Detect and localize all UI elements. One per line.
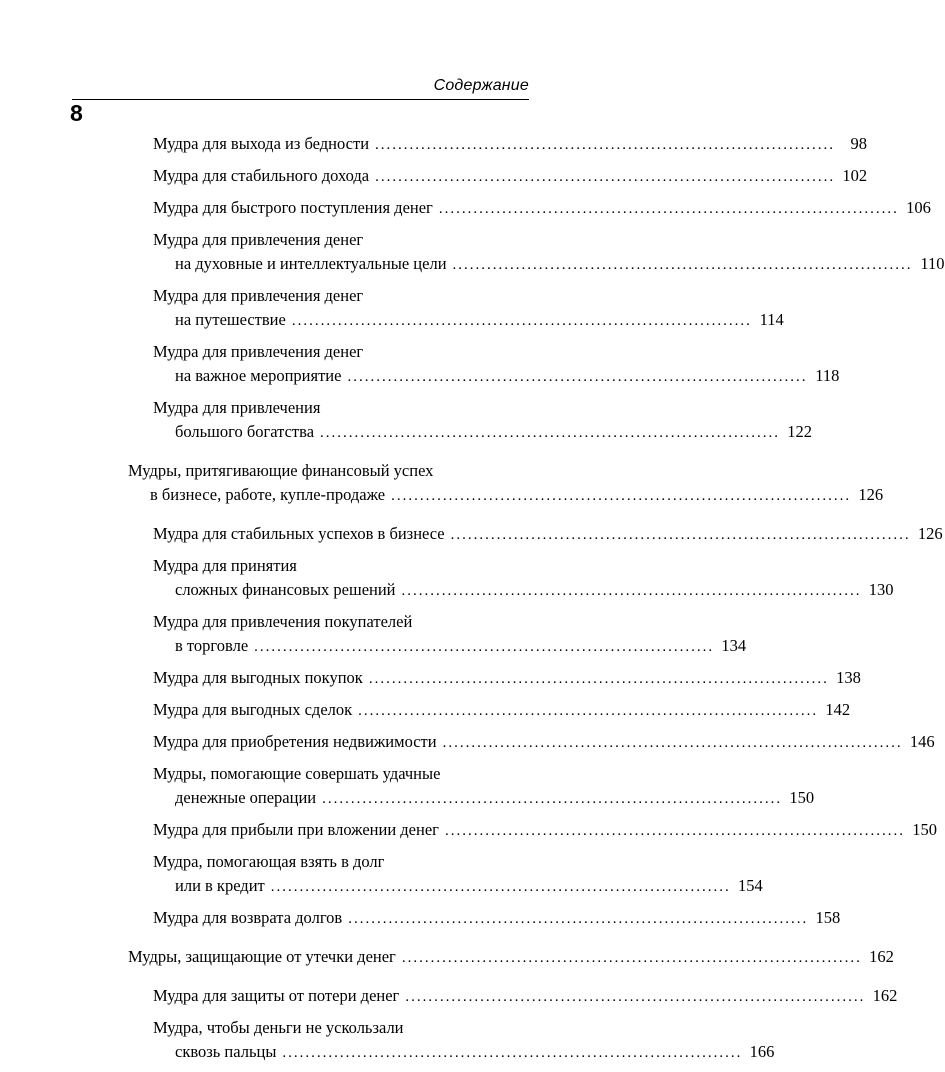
toc-page-number: 158: [815, 908, 841, 927]
toc-entry-title: Мудра для прибыли при вложении денег: [153, 820, 439, 839]
toc-entry-title: Мудры, помогающие совершать удачные: [153, 764, 441, 783]
toc-entry-title: Мудра, чтобы деньги не ускользали: [153, 1018, 404, 1037]
dot-leader: ................................................................................: [452, 257, 913, 273]
toc-page-number: 146: [909, 732, 935, 751]
toc-entry: [128, 396, 813, 445]
toc-entry-title: в бизнесе, работе, купле-продаже: [150, 485, 386, 504]
toc-page-number: 118: [815, 366, 840, 385]
toc-page-number: 162: [869, 947, 894, 966]
dot-leader: ................................................................................: [438, 201, 899, 217]
running-header-title: Содержание: [433, 77, 529, 94]
toc-entry-title: Мудра для выхода из бедности: [153, 134, 370, 153]
toc-page-number: 162: [872, 986, 898, 1005]
toc-entry-title: Мудра для привлечения денег: [153, 286, 364, 305]
dot-leader: ................................................................................: [450, 527, 911, 543]
dot-leader: ................................................................................: [375, 169, 836, 185]
toc-entry-line: [153, 396, 530, 420]
toc-entry: [128, 906, 841, 931]
toc-entry-line: [128, 945, 894, 970]
toc-entry-title: Мудры, защищающие от утечки денег: [128, 947, 396, 966]
dot-leader: ................................................................................: [375, 137, 836, 153]
page-number: 8: [70, 100, 83, 126]
toc-entry-line: [153, 874, 763, 899]
dot-leader: ................................................................................: [291, 313, 752, 329]
dot-leader: ................................................................................: [270, 879, 731, 895]
toc-entry-title: Мудра для возврата долгов: [153, 908, 343, 927]
toc-page-number: 114: [759, 310, 784, 329]
dot-leader: ................................................................................: [401, 583, 862, 599]
toc-entry-line: [153, 610, 530, 634]
dot-leader: ................................................................................: [358, 703, 819, 719]
toc-entry-line: [128, 459, 530, 483]
toc-entry-line: [153, 1016, 530, 1040]
toc-entry-title: Мудра для привлечения покупателей: [153, 612, 413, 631]
dot-leader: ................................................................................: [320, 425, 781, 441]
toc-page-number: 106: [906, 198, 931, 217]
dot-leader: ................................................................................: [322, 791, 783, 807]
toc-entry: [128, 340, 840, 389]
toc-entry: [128, 522, 943, 547]
toc-entry: [128, 132, 868, 157]
toc-page-number: 150: [789, 788, 815, 807]
toc-entry: [128, 945, 894, 970]
dot-leader: ................................................................................: [348, 911, 809, 927]
toc-entry-title: Мудра для привлечения денег: [153, 342, 364, 361]
toc-entry-title: сложных финансовых решений: [175, 580, 396, 599]
toc-entry-line: [153, 730, 935, 755]
dot-leader: ................................................................................: [347, 369, 808, 385]
toc-entry: [128, 762, 815, 811]
toc-entry-title: Мудра для защиты от потери денег: [153, 986, 400, 1005]
toc-entry-line: [153, 1040, 775, 1065]
running-header: [72, 72, 529, 100]
toc-page-number: 130: [868, 580, 894, 599]
toc-entry-title: Мудра для приобретения недвижимости: [153, 732, 437, 751]
toc-page-number: 138: [836, 668, 861, 687]
dot-leader: ................................................................................: [405, 989, 866, 1005]
toc-entry: [128, 228, 945, 277]
toc-entry: [128, 984, 898, 1009]
toc-entry-title: Мудра для привлечения: [153, 398, 321, 417]
toc-page-number: 98: [850, 134, 868, 153]
toc-entry-line: [153, 522, 943, 547]
dot-leader: ................................................................................: [254, 639, 715, 655]
toc-entry: [128, 730, 935, 755]
toc-entry-title: на духовные и интеллектуальные цели: [175, 254, 447, 273]
toc-entry-title: Мудра для выгодных покупок: [153, 668, 363, 687]
toc-entry-line: [153, 666, 861, 691]
toc-page-number: 126: [917, 524, 943, 543]
toc-page-number: 122: [787, 422, 813, 441]
toc-entry-title: Мудры, притягивающие финансовый успех: [128, 461, 434, 480]
toc-entry-line: [153, 228, 530, 252]
toc-entry-title: в торговле: [175, 636, 249, 655]
toc-entry-line: [153, 634, 747, 659]
toc-entry-title: или в кредит: [175, 876, 265, 895]
toc-page-number: 134: [721, 636, 747, 655]
toc-entry-line: [153, 554, 530, 578]
toc-entry: [128, 164, 868, 189]
toc-entry: [128, 1016, 775, 1065]
toc-entry-title: Мудра для стабильного дохода: [153, 166, 370, 185]
toc-page-number: 102: [842, 166, 868, 185]
toc-page-number: 150: [912, 820, 937, 839]
toc-entry-line: [153, 850, 530, 874]
toc-entry-line: [153, 786, 815, 811]
toc-entry-line: [153, 762, 530, 786]
toc-entry: [128, 818, 937, 843]
toc-entry-title: Мудра для быстрого поступления денег: [153, 198, 433, 217]
header-rule: [72, 99, 529, 100]
toc-entry: [128, 196, 931, 221]
toc-entry-line: [153, 698, 851, 723]
toc-entry-line: [153, 132, 868, 157]
toc-entry-line: [153, 578, 894, 603]
dot-leader: ................................................................................: [401, 950, 862, 966]
toc-page-number: 110: [920, 254, 945, 273]
toc-entry-line: [153, 420, 813, 445]
toc-entry-title: большого богатства: [175, 422, 315, 441]
dot-leader: ................................................................................: [444, 823, 905, 839]
dot-leader: ................................................................................: [442, 735, 903, 751]
dot-leader: ................................................................................: [282, 1045, 743, 1061]
toc-entry-title: на важное мероприятие: [175, 366, 342, 385]
toc-entry-title: Мудра для принятия: [153, 556, 297, 575]
toc-entry-title: Мудра для выгодных сделок: [153, 700, 353, 719]
toc-page-number: 126: [858, 485, 884, 504]
toc-entry: [128, 554, 894, 603]
toc-entry-line: [153, 364, 840, 389]
toc-entry-title: Мудра, помогающая взять в долг: [153, 852, 385, 871]
toc-entry-line: [153, 984, 898, 1009]
toc-entry-line: [153, 340, 530, 364]
table-of-contents: [128, 132, 945, 1072]
toc-entry-title: на путешествие: [175, 310, 286, 329]
toc-entry: [128, 459, 884, 508]
toc-entry: [128, 610, 747, 659]
toc-entry: [128, 284, 784, 333]
toc-entry-line: [153, 252, 945, 277]
toc-entry-line: [153, 906, 841, 931]
toc-entry-line: [153, 196, 931, 221]
toc-entry-line: [153, 284, 530, 308]
toc-page-number: 166: [749, 1042, 775, 1061]
toc-entry-line: [153, 164, 868, 189]
toc-entry: [128, 850, 763, 899]
toc-entry-line: [128, 483, 884, 508]
toc-entry-line: [153, 818, 937, 843]
dot-leader: ................................................................................: [391, 488, 852, 504]
toc-entry: [128, 698, 851, 723]
toc-entry-title: Мудра для привлечения денег: [153, 230, 364, 249]
toc-page-number: 154: [738, 876, 763, 895]
toc-entry-title: Мудра для стабильных успехов в бизнесе: [153, 524, 445, 543]
toc-entry-line: [153, 308, 784, 333]
toc-entry-title: сквозь пальцы: [175, 1042, 277, 1061]
toc-page-number: 142: [825, 700, 851, 719]
toc-entry: [128, 666, 861, 691]
toc-entry-title: денежные операции: [175, 788, 317, 807]
dot-leader: ................................................................................: [368, 671, 829, 687]
